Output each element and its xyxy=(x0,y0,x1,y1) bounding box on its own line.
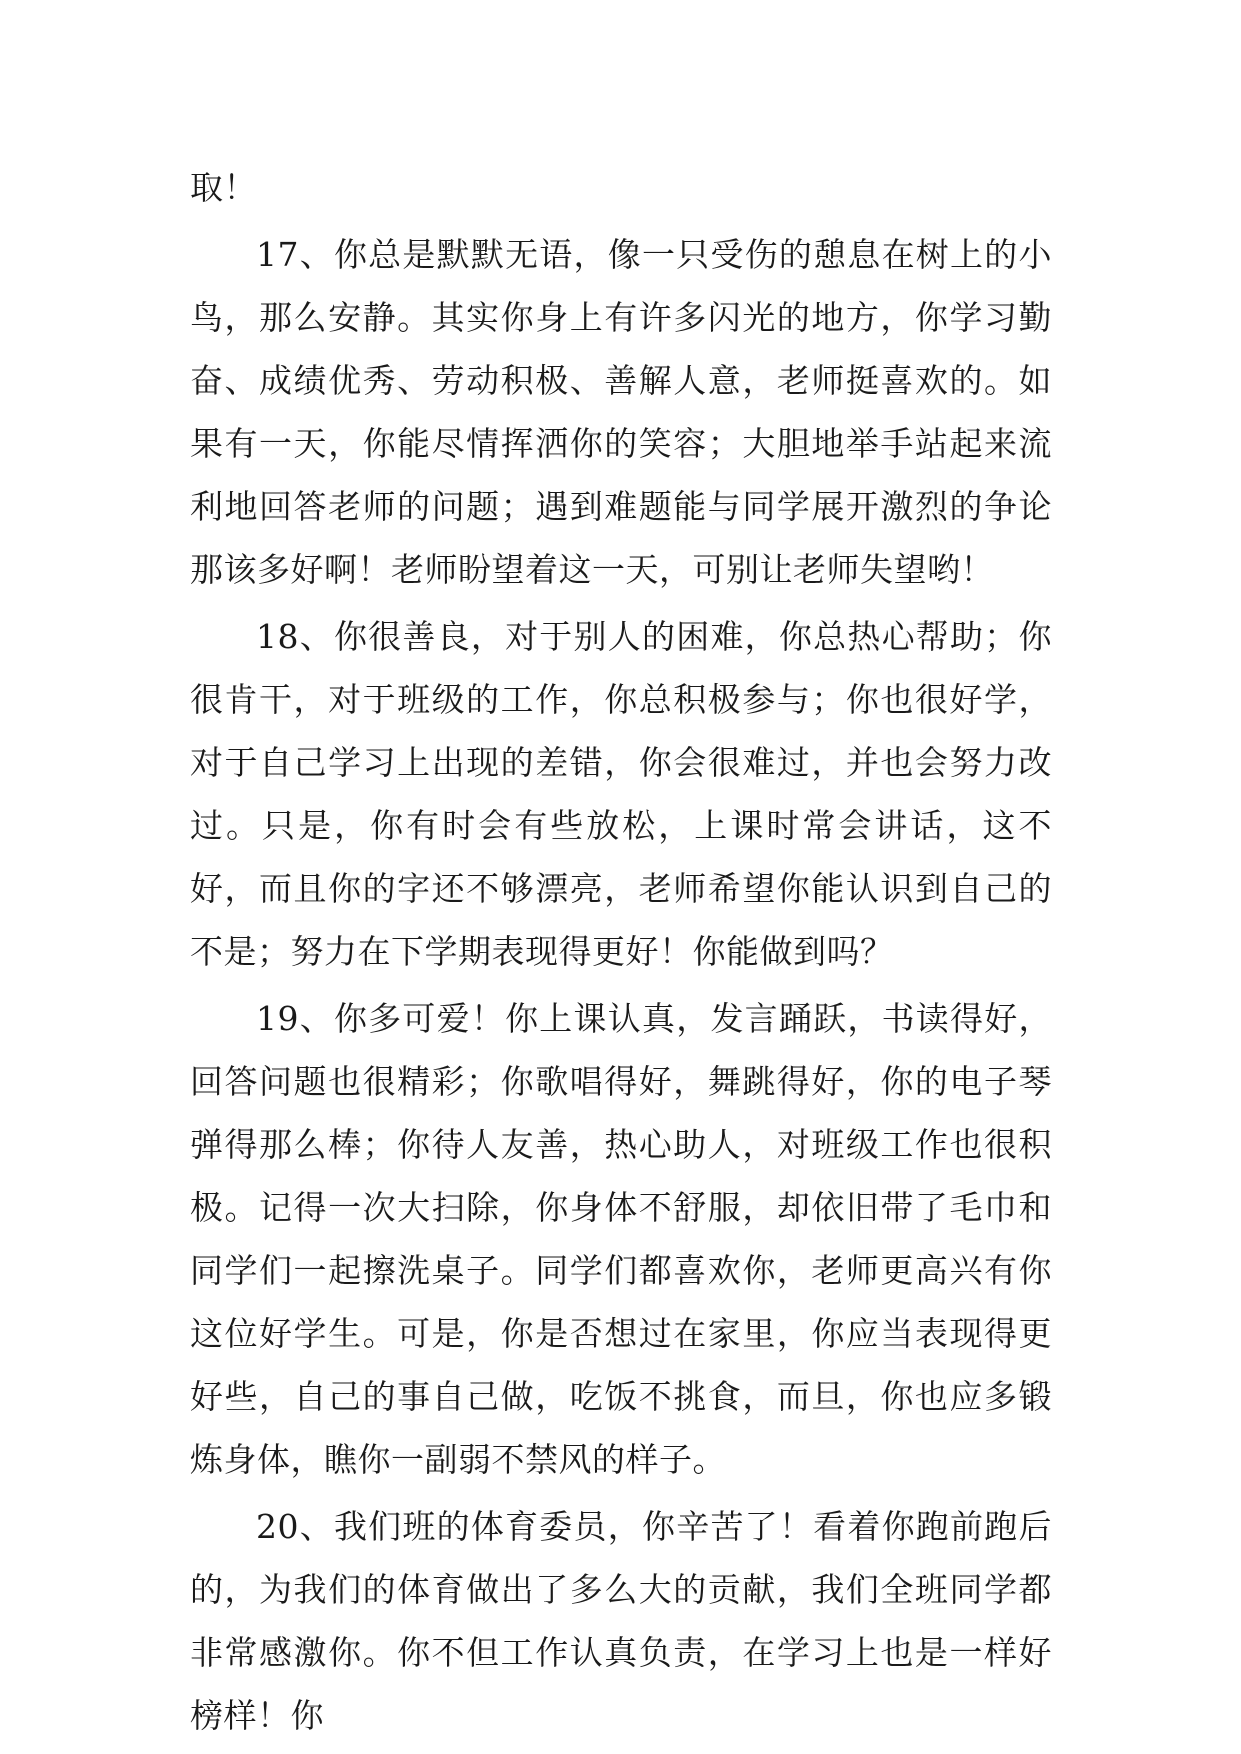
paragraph-continuation: 取！ xyxy=(190,168,257,207)
paragraph-comment-17: 17、你总是默默无语，像一只受伤的憩息在树上的小鸟，那么安静。其实你身上有许多闪光的地方，你学习勤奋、成绩优秀、劳动积极、善解人意，老师挺喜欢的。如果有一天，你能尽情挥洒你的笑容；大胆地举手站起来流利地回答老师的问题；遇到难题能与同学展开激烈的争论那该多好啊！老师盼望着这一天，可别让老师失望哟！ xyxy=(190,235,1052,589)
paragraph-comment-19: 19、你多可爱！你上课认真，发言踊跃，书读得好，回答问题也很精彩；你歌唱得好，舞跳得好，你的电子琴弹得那么棒；你待人友善，热心助人，对班级工作也很积极。记得一次大扫除，你身体不舒服，却依旧带了毛巾和同学们一起擦洗桌子。同学们都喜欢你，老师更高兴有你这位好学生。可是，你是否想过在家里，你应当表现得更好些，自己的事自己做，吃饭不挑食，而旦，你也应多锻炼身体，瞧你一副弱不禁风的样子。 xyxy=(190,999,1052,1479)
paragraph-comment-20: 20、我们班的体育委员，你辛苦了！看着你跑前跑后的，为我们的体育做出了多么大的贡献，我们全班同学都非常感激你。你不但工作认真负责，在学习上也是一样好榜样！你 xyxy=(190,1507,1052,1735)
paragraph-comment-18: 18、你很善良，对于别人的困难，你总热心帮助；你很肯干，对于班级的工作，你总积极参与；你也很好学，对于自己学习上出现的差错，你会很难过，并也会努力改过。只是，你有时会有些放松，上课时常会讲话，这不好，而且你的字还不够漂亮，老师希望你能认识到自己的不是；努力在下学期表现得更好！你能做到吗？ xyxy=(190,617,1052,971)
document-body xyxy=(190,156,1052,1751)
